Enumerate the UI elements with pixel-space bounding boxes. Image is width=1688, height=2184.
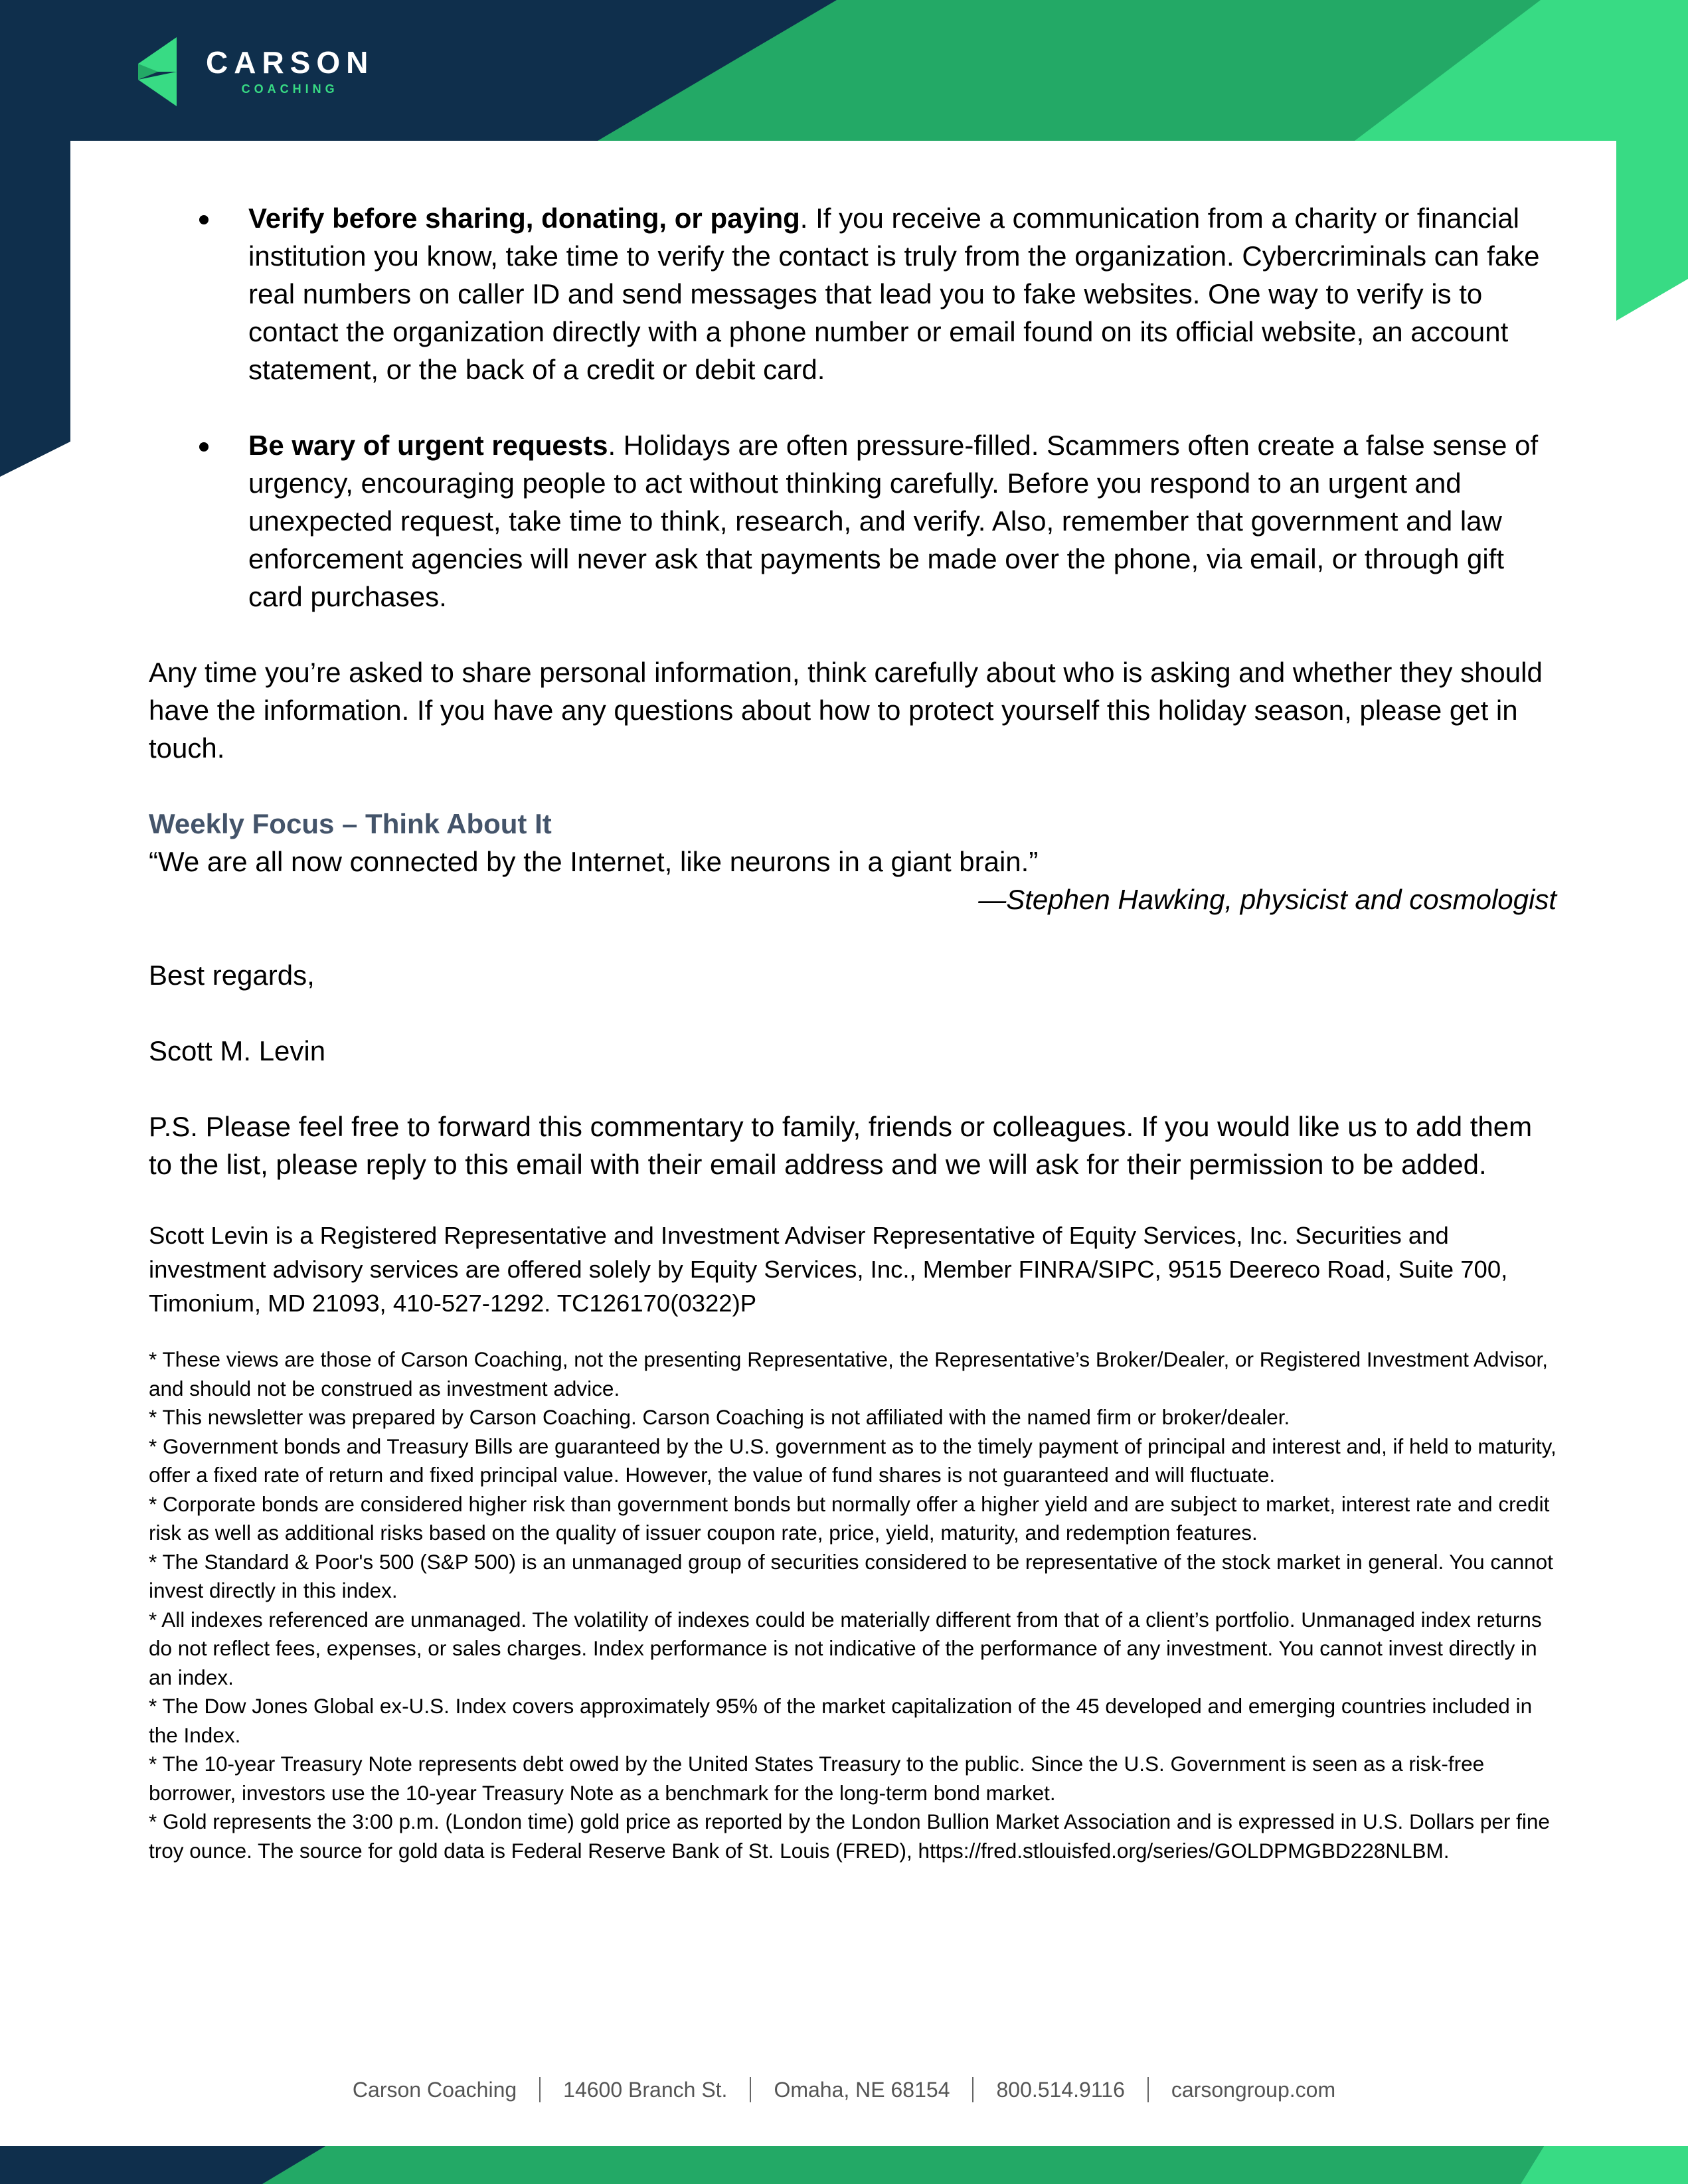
weekly-focus-title: Weekly Focus – Think About It [149,808,552,839]
page-footer [0,2077,1688,2102]
disclaimer-item: * The Dow Jones Global ex-U.S. Index covers approximately 95% of the market capitalization of the 45 developed and emerging countries included in the Index. [149,1694,1533,1747]
quote-attribution: —Stephen Hawking, physicist and cosmologist [978,884,1557,915]
tip-text: . If you receive a communication from a charity or financial institution you know, take time to verify the contact is truly from the organization. Cybercriminals can fake real numbers on caller ID and send messages that lead you to fake websites. One way to verify is to contact the organization directly with a phone number or email found on its official website, an account statement, or the back of a credit or debit card. [248,203,1540,385]
tip-heading: Verify before sharing, donating, or paying [248,203,800,234]
footer-company: Carson Coaching [352,2077,517,2102]
logo-wordmark: CARSON [206,45,375,80]
logo-subtitle: COACHING [241,82,339,96]
footer-phone: 800.514.9116 [996,2077,1125,2102]
footer-light-green-panel [1521,2146,1688,2184]
disclaimer-item: * This newsletter was prepared by Carson Coaching. Carson Coaching is not affiliated with the named firm or broker/dealer. [149,1405,1290,1429]
greeting: Best regards, [149,960,315,991]
disclaimer-item: * All indexes referenced are unmanaged. The volatility of indexes could be materially different from that of a client’s portfolio. Unmanaged index returns do not reflect fees, expenses, or sales charges. Index performance is not indicative of the performance of any investment. You cannot invest directly in an index. [149,1607,1542,1689]
weekly-focus-quote: “We are all now connected by the Internet, like neurons in a giant brain.” [149,846,1039,877]
disclaimer-item: * Gold represents the 3:00 p.m. (London time) gold price as reported by the London Bullion Market Association and is expressed in U.S. Dollars per fine troy ounce. The source for gold data is Federal Reserve Bank of St. Louis (FRED), https://fred.stlouisfed.org/series/GOLDPMGBD228NLBM. [149,1809,1550,1863]
tip-item [149,426,1557,616]
disclaimer-item: * The 10-year Treasury Note represents debt owed by the United States Treasury to the public. Since the U.S. Government is seen as a risk-free borrower, investors use the 10-year Treasury Note as a benchmark for the long-term bond market. [149,1752,1485,1805]
tips-list [149,199,1557,616]
right-green-side [1616,141,1688,321]
disclaimer-item: * The Standard & Poor's 500 (S&P 500) is an unmanaged group of securities considered to be representative of the stock market in general. You cannot invest directly in this index. [149,1549,1553,1602]
bullet-icon [199,442,209,452]
carson-chevron-logo-icon [138,37,179,106]
signature-name: Scott M. Levin [149,1035,326,1066]
disclaimer-item: * Corporate bonds are considered higher risk than government bonds but normally offer a higher yield and are subject to market, interest rate and credit risk as well as additional risks based on the quality of issuer coupon rate, price, yield, maturity, and redemption features. [149,1491,1550,1545]
left-navy-side [0,141,70,477]
postscript: P.S. Please feel free to forward this commentary to family, friends or colleagues. If you would like us to add them to the list, please reply to this email with their email address and we will ask for their permission to be added. [149,1111,1533,1180]
bullet-icon [199,215,209,224]
carson-coaching-logo [138,37,397,106]
tip-heading: Be wary of urgent requests [248,430,608,461]
disclaimer-item: * These views are those of Carson Coaching, not the presenting Representative, the Representative’s Broker/Dealer, or Registered Investment Advisor, and should not be construed as investment advice. [149,1347,1548,1400]
tip-text: . Holidays are often pressure-filled. Scammers often create a false sense of urgency, encouraging people to act without thinking carefully. Before you respond to an urgent and unexpected request, take time to think, research, and verify. Also, remember that government and law enforcement agencies will never ask that payments be made over the phone, via email, or through gift card purchases. [248,430,1539,612]
footer-website: carsongroup.com [1171,2077,1336,2102]
representative-disclosure: Scott Levin is a Registered Representative and Investment Adviser Representative of Equity Services, Inc. Securities and investment advisory services are offered solely by Equity Services, Inc., Member FINRA/SIPC, 9515 Deereco Road, Suite 700, Timonium, MD 21093, 410-527-1292. TC126170(0322)P [149,1222,1508,1317]
closing-paragraph: Any time you’re asked to share personal information, think carefully about who is asking and whether they should have the information. If you have any questions about how to protect yourself this holiday season, please get in touch. [149,657,1543,764]
footer-green-panel [262,2146,1544,2184]
letter-body [149,199,1557,1865]
tip-item [149,199,1557,388]
footer-city: Omaha, NE 68154 [774,2077,950,2102]
disclaimer-item: * Government bonds and Treasury Bills are guaranteed by the U.S. government as to the timely payment of principal and interest and, if held to maturity, offer a fixed rate of return and fixed principal value. However, the value of fund shares is not guaranteed and will fluctuate. [149,1434,1557,1487]
fine-print-disclaimers [149,1345,1557,1865]
footer-street: 14600 Branch St. [563,2077,728,2102]
